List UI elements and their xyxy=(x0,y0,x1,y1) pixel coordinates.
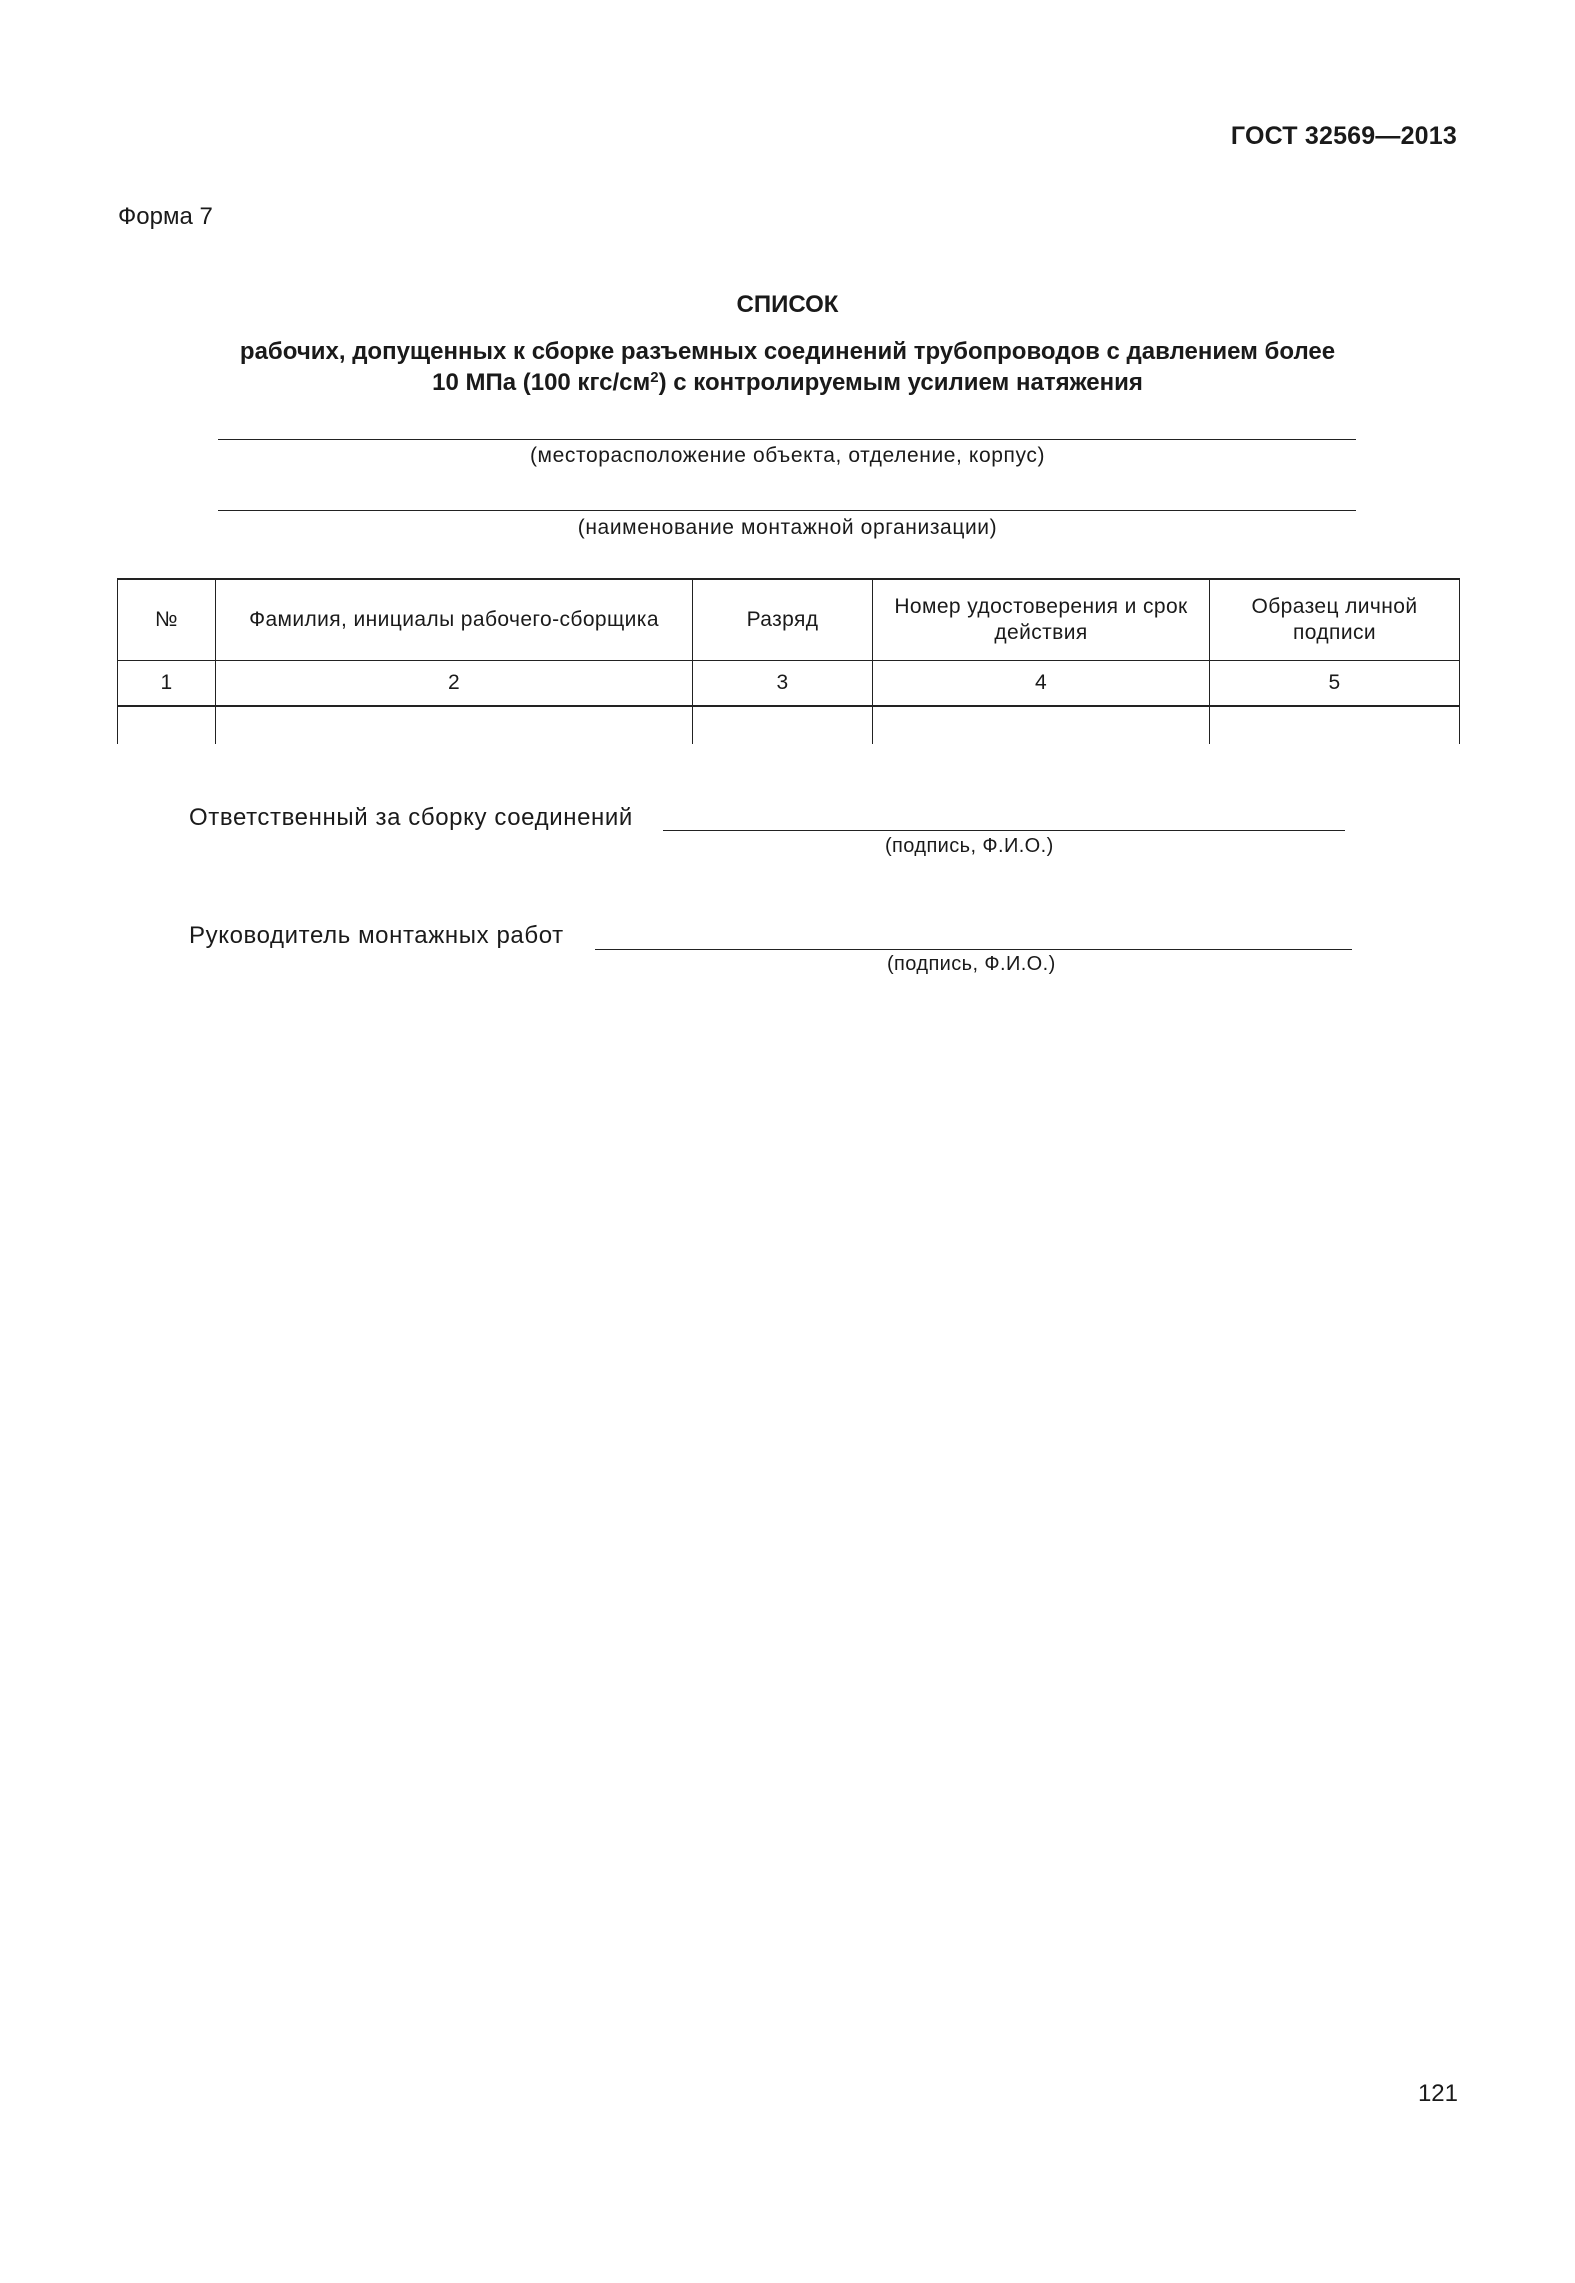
table-cell[interactable] xyxy=(118,706,216,744)
organization-fill-line[interactable] xyxy=(218,510,1356,511)
header-worker-name: Фамилия, инициалы рабочего-сборщика xyxy=(216,579,693,661)
table-cell[interactable] xyxy=(1210,706,1460,744)
manager-label: Руководитель монтажных работ xyxy=(189,922,564,949)
organization-caption: (наименование монтажной организации) xyxy=(577,516,998,539)
subtitle-line1: рабочих, допущенных к сборке разъемных соединений трубопроводов с давлением более xyxy=(239,338,1336,365)
document-subtitle xyxy=(160,336,1415,398)
table-cell[interactable] xyxy=(216,706,693,744)
responsible-caption: (подпись, Ф.И.О.) xyxy=(885,835,1054,857)
subtitle-line2-part2: ) с контролируемым усилием натяжения xyxy=(658,369,1143,396)
header-grade: Разряд xyxy=(693,579,873,661)
form-label: Форма 7 xyxy=(118,203,213,230)
column-number: 5 xyxy=(1210,661,1460,707)
column-number: 4 xyxy=(873,661,1210,707)
subtitle-superscript: 2 xyxy=(650,368,659,386)
header-signature-sample: Образец личной подписи xyxy=(1210,579,1460,661)
column-number: 1 xyxy=(118,661,216,707)
responsible-label: Ответственный за сборку соединений xyxy=(189,804,633,831)
standard-number: ГОСТ 32569—2013 xyxy=(1230,122,1457,150)
responsible-signature-line[interactable] xyxy=(663,830,1345,831)
table-cell[interactable] xyxy=(873,706,1210,744)
table-cell[interactable] xyxy=(693,706,873,744)
subtitle-line2-part1: 10 МПа (100 кгс/см xyxy=(432,369,651,396)
column-number: 3 xyxy=(693,661,873,707)
location-fill-line[interactable] xyxy=(218,439,1356,440)
location-caption: (месторасположение объекта, отделение, корпус) xyxy=(529,444,1046,467)
workers-table xyxy=(117,578,1460,744)
header-certificate: Номер удостоверения и срок действия xyxy=(873,579,1210,661)
table-row xyxy=(118,706,1460,744)
column-number-row xyxy=(118,661,1460,707)
manager-signature-line[interactable] xyxy=(595,949,1352,950)
manager-caption: (подпись, Ф.И.О.) xyxy=(887,953,1056,975)
column-number: 2 xyxy=(216,661,693,707)
page-number: 121 xyxy=(1417,2080,1458,2107)
table-header-row xyxy=(118,579,1460,661)
header-number: № xyxy=(118,579,216,661)
document-title: СПИСОК xyxy=(736,291,839,318)
